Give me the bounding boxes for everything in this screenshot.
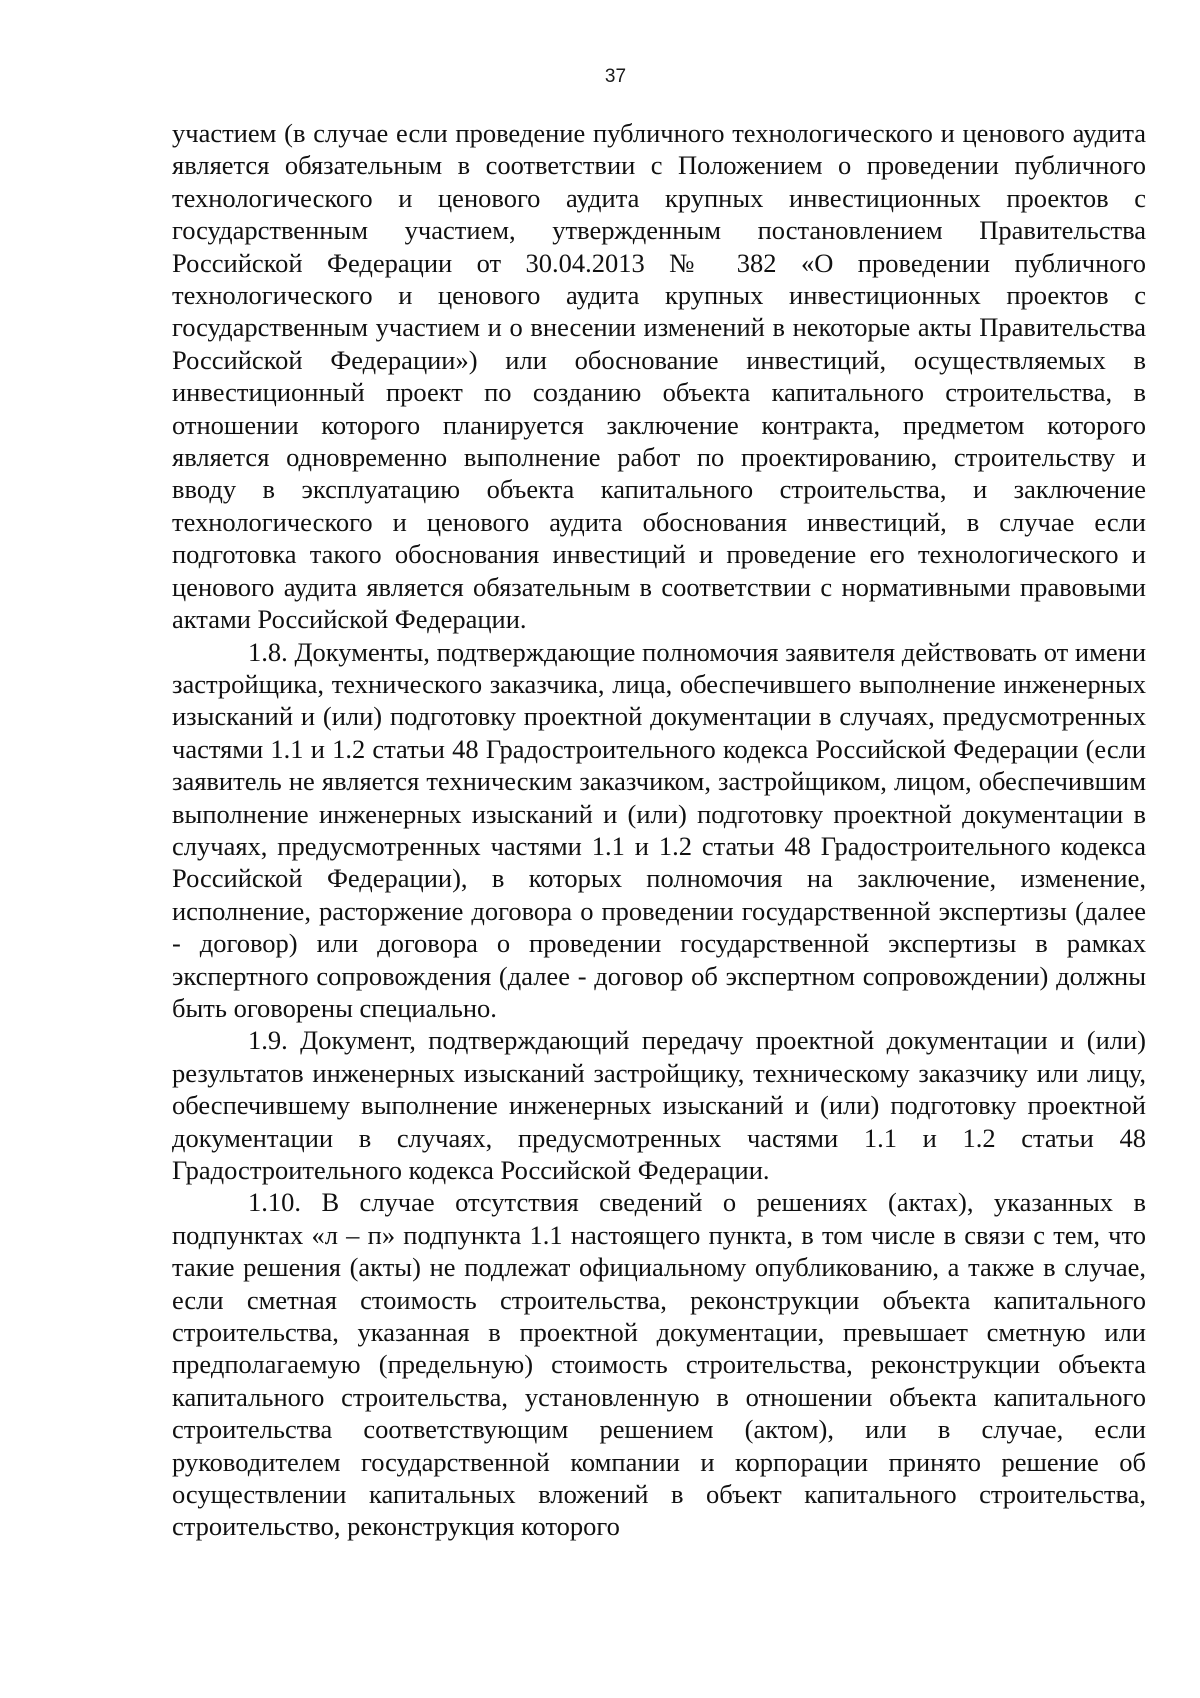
paragraph-1-9: 1.9. Документ, подтверждающий передачу проектной документации и (или) результатов инженерных изысканий застройщику, техническому заказчику или лицу, обеспечившему выполнение инженерных изысканий и (или) подготовку проектной документации в случаях, предусмотренных частями 1.1 и 1.2 статьи 48 Градостроительного кодекса Российской Федерации. xyxy=(172,1025,1146,1185)
paragraph-continuation: участием (в случае если проведение публичного технологического и ценового аудита является обязательным в соответствии с Положением о проведении публичного технологического и ценового аудита крупных инвестиционных проектов с государственным участием, утвержденным постановлением Правительства Российской Федерации от 30.04.2013 № 382 «О проведении публичного технологического и ценового аудита крупных инвестиционных проектов с государственным участием и о внесении изменений в некоторые акты Правительства Российской Федерации») или обоснование инвестиций, осуществляемых в инвестиционный проект по созданию объекта капитального строительства, в отношении которого планируется заключение контракта, предметом которого является одновременно выполнение работ по проектированию, строительству и вводу в эксплуатацию объекта капитального строительства, и заключение технологического и ценового аудита обоснования инвестиций, в случае если подготовка такого обоснования инвестиций и проведение его технологического и ценового аудита является обязательным в соответствии с нормативными правовыми актами Российской Федерации. xyxy=(172,118,1146,635)
page-number: 37 xyxy=(604,66,627,87)
paragraph-1-8: 1.8. Документы, подтверждающие полномочия заявителя действовать от имени застройщика, технического заказчика, лица, обеспечившего выполнение инженерных изысканий и (или) подготовку проектной документации в случаях, предусмотренных частями 1.1 и 1.2 статьи 48 Градостроительного кодекса Российской Федерации (если заявитель не является техническим заказчиком, застройщиком, лицом, обеспечившим выполнение инженерных изысканий и (или) подготовку проектной документации в случаях, предусмотренных частями 1.1 и 1.2 статьи 48 Градостроительного кодекса Российской Федерации), в которых полномочия на заключение, изменение, исполнение, расторжение договора о проведении государственной экспертизы (далее - договор) или договора о проведении государственной экспертизы в рамках экспертного сопровождения (далее - договор об экспертном сопровождении) должны быть оговорены специально. xyxy=(172,636,1146,1023)
document-body xyxy=(172,117,1146,1543)
paragraph-1-10: 1.10. В случае отсутствия сведений о решениях (актах), указанных в подпунктах «л – п» подпункта 1.1 настоящего пункта, в том числе в связи с тем, что такие решения (акты) не подлежат официальному опубликованию, а также в случае, если сметная стоимость строительства, реконструкции объекта капитального строительства, указанная в проектной документации, превышает сметную или предполагаемую (предельную) стоимость строительства, реконструкции объекта капитального строительства, установленную в отношении объекта капитального строительства соответствующим решением (актом), или в случае, если руководителем государственной компании и корпорации принято решение об осуществлении капитальных вложений в объект капитального строительства, строительство, реконструкция которого xyxy=(172,1187,1146,1542)
